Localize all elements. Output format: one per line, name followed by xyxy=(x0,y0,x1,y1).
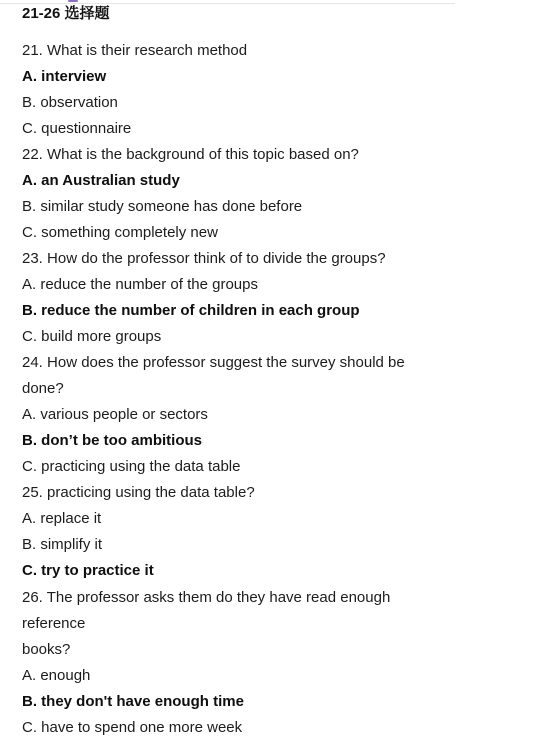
answer-23-b: B. reduce the number of children in each group xyxy=(22,302,360,319)
answer-22-b: B. similar study someone has done before xyxy=(22,198,303,215)
question-24: 24. How does the professor suggest the survey should be xyxy=(22,354,405,371)
question-26: 26. The professor asks them do they have read enough xyxy=(22,589,391,606)
answer-22-c: C. something completely new xyxy=(22,224,218,241)
answer-21-b: B. observation xyxy=(22,94,118,111)
answer-25-b: B. simplify it xyxy=(22,536,103,553)
answer-24-a: A. various people or sectors xyxy=(22,406,208,423)
answer-25-a: A. replace it xyxy=(22,510,102,527)
answer-23-a: A. reduce the number of the groups xyxy=(22,276,258,293)
answer-26-c: C. have to spend one more week xyxy=(22,719,243,736)
answer-24-c: C. practicing using the data table xyxy=(22,458,241,475)
answer-24-b: B. don’t be too ambitious xyxy=(22,432,202,449)
answer-26-b: B. they don't have enough time xyxy=(22,693,244,710)
section-title: 21-26 选择题 xyxy=(22,5,110,22)
question-23: 23. How do the professor think of to divide the groups? xyxy=(22,250,386,267)
answer-25-c: C. try to practice it xyxy=(22,562,154,579)
answer-22-a: A. an Australian study xyxy=(22,172,180,189)
top-accent-mark xyxy=(68,0,78,2)
answer-21-a: A. interview xyxy=(22,68,107,85)
answer-21-c: C. questionnaire xyxy=(22,120,132,137)
answer-23-c: C. build more groups xyxy=(22,328,162,345)
question-24-continued: done? xyxy=(22,380,64,397)
question-26-continued-1: reference xyxy=(22,615,86,632)
answer-26-a: A. enough xyxy=(22,667,91,684)
question-22: 22. What is the background of this topic based on? xyxy=(22,146,359,163)
question-21: 21. What is their research method xyxy=(22,42,248,59)
question-25: 25. practicing using the data table? xyxy=(22,484,255,501)
question-26-continued-2: books? xyxy=(22,641,71,658)
